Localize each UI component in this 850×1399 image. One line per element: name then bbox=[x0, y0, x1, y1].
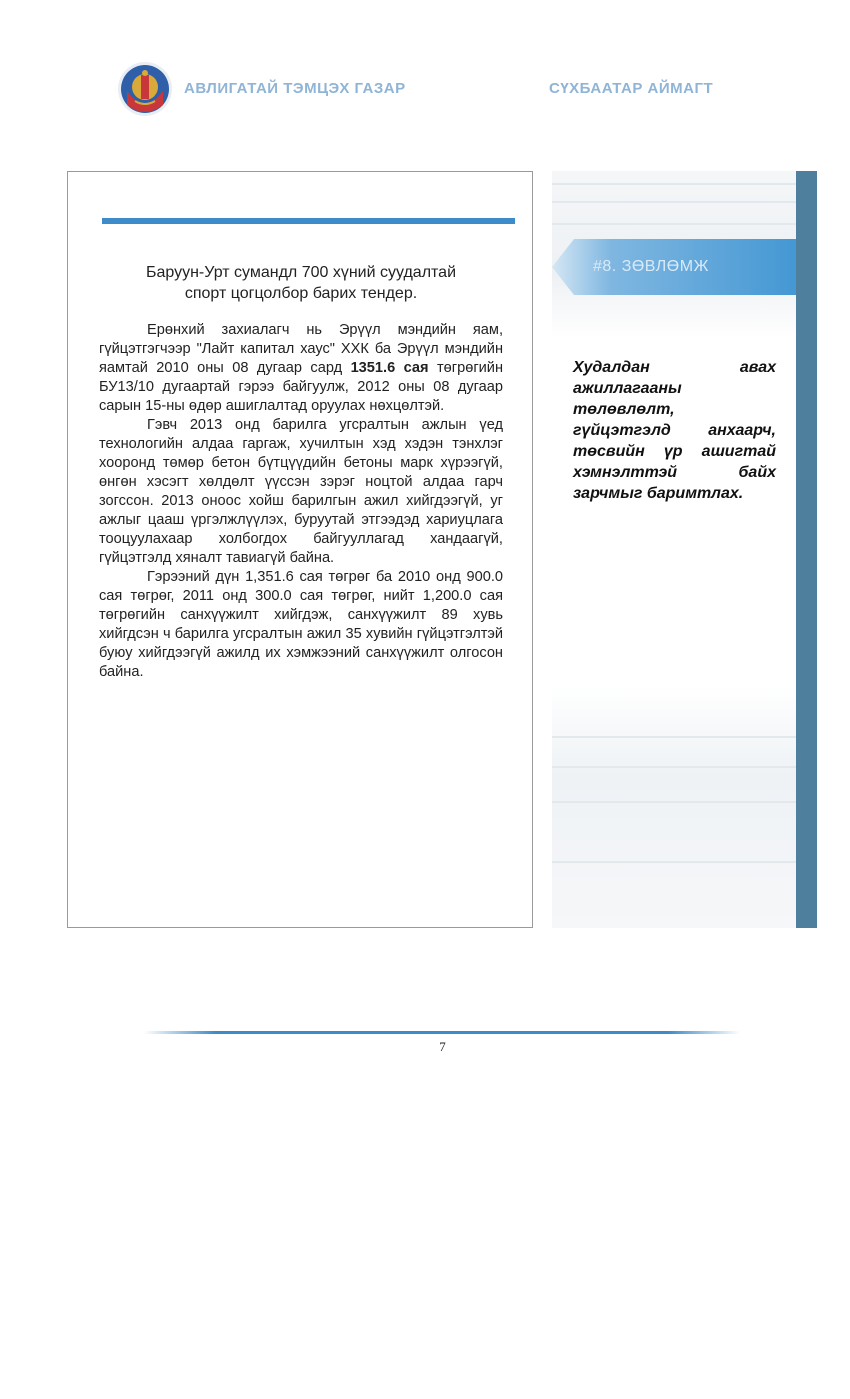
case-title-line2: спорт цогцолбор барих тендер. bbox=[184, 285, 418, 302]
decor-line bbox=[552, 223, 796, 225]
case-title bbox=[128, 262, 474, 304]
case-paragraph-1 bbox=[99, 321, 503, 416]
decor-line bbox=[552, 201, 796, 203]
decor-line bbox=[552, 766, 796, 768]
side-stripe bbox=[796, 171, 817, 928]
p1-text-before: Ерөнхий захиалагч нь Эрүүл мэндийн яам, гүйцэтгэгчээр "Лайт капитал хаус" ХХК ба Эрүүл мэндийн яамтай 2010 оны 08 дугаар сард bbox=[99, 322, 503, 376]
decor-line bbox=[552, 183, 796, 185]
box-accent-bar bbox=[102, 218, 515, 224]
mongolia-emblem-icon bbox=[117, 61, 173, 117]
recommendation-panel bbox=[552, 171, 817, 928]
case-body bbox=[99, 321, 503, 682]
decor-line bbox=[552, 801, 796, 803]
decor-line bbox=[552, 736, 796, 738]
province-name: СҮХБААТАР АЙМАГТ bbox=[549, 80, 714, 97]
page-number: 7 bbox=[439, 1039, 446, 1054]
recommendation-text: Худалдан авах ажиллагааны төлөвлөлт, гүйцэтгэлд анхаарч, төсвийн үр ашигтай хэмнэлттэй байх зарчмыг баримтлах. bbox=[573, 359, 776, 502]
recommendation-banner-label: #8. ЗӨВЛӨМЖ bbox=[593, 258, 709, 275]
case-paragraph-3: Гэрээний дүн 1,351.6 сая төгрөг ба 2010 онд 900.0 сая төгрөг, 2011 онд 300.0 сая төгрөг, нийт 1,200.0 сая төгрөгийн санхүүжилт хийгдэж, санхүүжилт 89 хувь хийгдсэн ч барилга угсралтын ажил 35 хувийн гүйцэтгэлтэй буюу хийгдээгүй ажилд их хэмжээний санхүүжилт олгосон байна. bbox=[99, 569, 503, 680]
p1-text-after: төгрөгийн БУ13/10 дугаартай гэрээ байгуулж, 2012 оны 08 дугаар сарын 15-ны өдөр ашиглалтад оруулах нөхцөлтэй. bbox=[99, 360, 504, 414]
case-paragraph-2: Гэвч 2013 онд барилга угсралтын ажлын үед технологийн алдаа гаргаж, хучилтын хэд хэдэн тэнхлэг хооронд төмөр бетон бүтцүүдийн бетоны марк хүрээгүй, өнгөн хэсэгт хөлдөлт үүссэн зэрэг ноцтой алдаа гарч зогссон. 2013 оноос хойш барилгын ажил хийгдээгүй, уг ажлыг цааш үргэлжлүүлэх, буруутай этгээдэд хариуцлага тооцуулахаар холбогдох байгууллагад хандаагүй, гүйцэтгэлд хяналт тавиагүй байна. bbox=[99, 417, 503, 566]
p1-bold-amount: 1351.6 сая bbox=[350, 360, 429, 376]
organization-name: АВЛИГАТАЙ ТЭМЦЭХ ГАЗАР bbox=[184, 80, 406, 97]
case-title-line1: Баруун-Урт сумандл 700 хүний суудалтай bbox=[145, 264, 457, 281]
footer-divider bbox=[144, 1031, 740, 1034]
decor-line bbox=[552, 861, 796, 863]
case-box bbox=[67, 171, 533, 928]
